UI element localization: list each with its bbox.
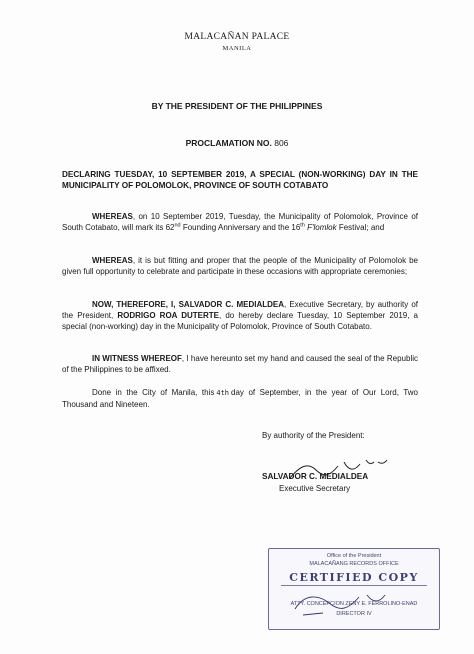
- whereas-lead: WHEREAS: [92, 256, 133, 265]
- whereas-text: Founding Anniversary and the 16: [180, 223, 301, 232]
- done-text: day of September, in the year of Our Lord, Two Thousand and Nineteen.: [62, 388, 419, 409]
- handwritten-day: 4th: [216, 389, 230, 397]
- stamp-officer: ATTY. CONCEPCION ZENY E. FERROLINO-ENAD: [290, 601, 418, 607]
- letterhead-city: MANILA: [222, 45, 252, 52]
- stamp-position: DIRECTOR IV: [336, 611, 372, 617]
- whereas-text: , it is but fitting and proper that the people of the Municipality of Polomolok be given full opportunity to celebrate and participate in these occasions with appropriate ceremonies;: [62, 256, 418, 276]
- stamp-records-office: MALACAÑANG RECORDS OFFICE: [309, 561, 399, 567]
- therefore-clause: [62, 299, 418, 332]
- therefore-lead: NOW, THEREFORE, I, SALVADOR C. MEDIALDEA: [92, 300, 285, 309]
- signatory-name: SALVADOR C. MEDIALDEA: [262, 472, 369, 481]
- authority-line: By authority of the President:: [262, 431, 365, 440]
- proclamation-label: PROCLAMATION NO.: [185, 138, 272, 148]
- done-text: Done in the City of Manila, this: [92, 388, 215, 397]
- witness-clause: [62, 353, 418, 375]
- done-clause: [62, 387, 418, 410]
- certified-copy-stamp: [268, 548, 440, 630]
- festival-name: F'lomlok: [307, 223, 337, 232]
- ordinal-suffix: nd: [174, 222, 181, 229]
- whereas-clause-2: [62, 255, 418, 277]
- stamp-office: Office of the President: [326, 553, 382, 559]
- proclamation-number-value: 806: [274, 138, 289, 148]
- whereas-text: Festival; and: [336, 223, 385, 232]
- whereas-text: , on 10 September 2019, Tuesday, the Municipality of Polomolok, Province of South Cotabato, will mark its 62: [62, 212, 418, 232]
- ordinal-suffix: th: [300, 222, 305, 229]
- letterhead-office: MALACAÑAN PALACE: [184, 32, 290, 42]
- president-name: RODRIGO ROA DUTERTE: [117, 311, 220, 320]
- therefore-text: , do hereby declare Tuesday, 10 September 2019, a special (non-working) day in the Municipality of Polomolok, Province of South Cotabato.: [62, 311, 418, 331]
- witness-lead: IN WITNESS WHEREOF: [92, 354, 182, 363]
- whereas-clause-1: [62, 211, 418, 233]
- whereas-lead: WHEREAS: [92, 212, 133, 221]
- stamp-headline: CERTIFIED COPY: [289, 571, 419, 584]
- proclamation-title: DECLARING TUESDAY, 10 SEPTEMBER 2019, A SPECIAL (NON-WORKING) DAY IN THE MUNICIPALITY OF POLOMOLOK, PROVINCE OF SOUTH COTABATO: [62, 170, 418, 190]
- therefore-text: , Executive Secretary, by authority of the President,: [62, 300, 418, 320]
- witness-text: , I have hereunto set my hand and caused the seal of the Republic of the Philippines to be affixed.: [62, 354, 418, 374]
- presidential-byline: BY THE PRESIDENT OF THE PHILIPPINES: [151, 101, 323, 111]
- proclamation-number: [0, 138, 474, 148]
- signatory-title: Executive Secretary: [279, 484, 351, 493]
